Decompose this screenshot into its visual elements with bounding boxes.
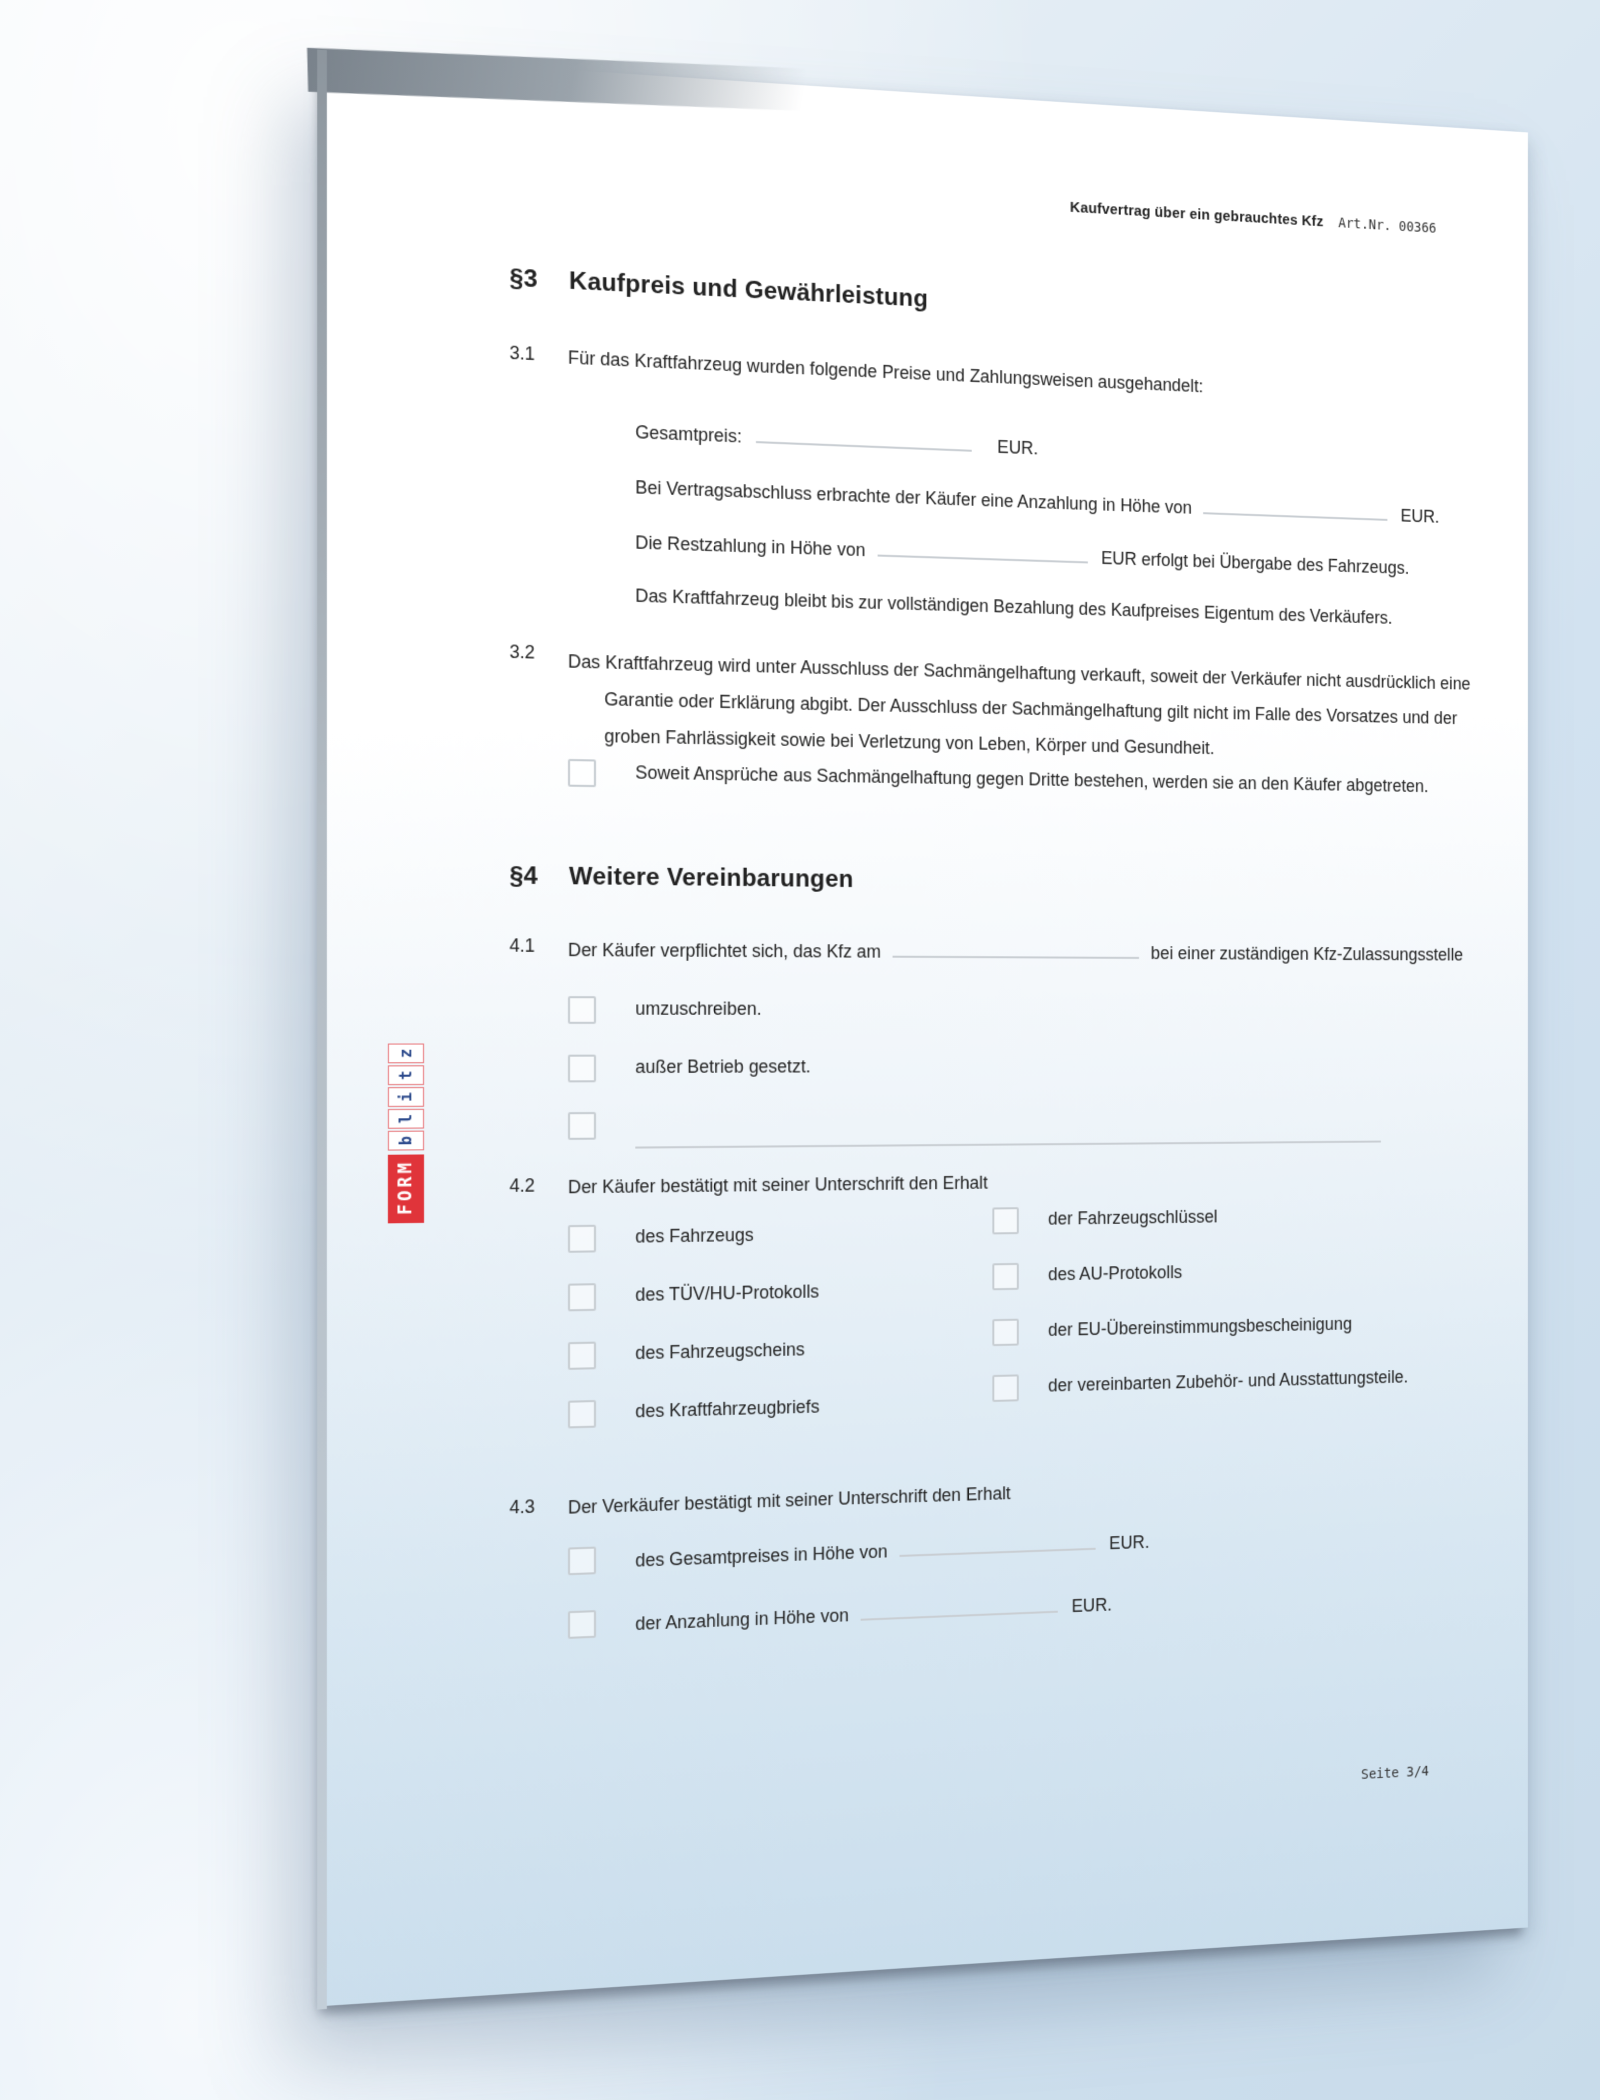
clause-4-2-text: Der Käufer bestätigt mit seiner Unterschrift den Erhalt xyxy=(567,1172,988,1198)
gesamtpreis-row xyxy=(635,418,1038,462)
umschreiben-label: umzuschreiben. xyxy=(635,998,762,1019)
clause-3-1-number: 3.1 xyxy=(509,342,535,365)
sachmaengel-checkbox-label: Soweit Ansprüche aus Sachmängelhaftung gegen Dritte bestehen, werden sie an den Käufer abgetreten. xyxy=(635,762,1429,796)
logo-letter-b: b xyxy=(388,1131,424,1151)
logo-letter-l: l xyxy=(388,1109,424,1129)
custom-option-row xyxy=(568,1109,1381,1149)
gesamtpreis-erhalt-line[interactable] xyxy=(900,1530,1096,1557)
anzahlung-erhalt-label: der Anzahlung in Höhe von xyxy=(635,1605,849,1635)
fahrzeugschein-checkbox[interactable] xyxy=(568,1342,596,1370)
eu-bescheinigung-label: der EU-Übereinstimmungsbescheinigung xyxy=(1048,1313,1353,1340)
fahrzeugschluessel-option-row xyxy=(992,1206,1217,1235)
section-4-number: §4 xyxy=(509,861,538,891)
anzahlung-erhalt-checkbox[interactable] xyxy=(568,1610,596,1639)
section-4-title: Weitere Vereinbarungen xyxy=(569,862,854,894)
au-protokoll-label: des AU-Protokolls xyxy=(1048,1262,1183,1285)
anzahlung-erhalt-content xyxy=(635,1591,1112,1637)
au-protokoll-checkbox[interactable] xyxy=(992,1263,1018,1290)
clause-4-1-suffix: bei einer zuständigen Kfz-Zulassungsstelle xyxy=(1150,943,1464,965)
fahrzeugschluessel-checkbox[interactable] xyxy=(992,1207,1018,1234)
restzahlung-text: Die Restzahlung in Höhe von xyxy=(635,532,866,561)
tuev-option-row xyxy=(568,1280,819,1311)
document-header xyxy=(1070,200,1436,237)
custom-option-checkbox[interactable] xyxy=(568,1112,596,1140)
fahrzeug-option-row xyxy=(568,1224,754,1253)
gesamtpreis-erhalt-content xyxy=(635,1528,1149,1573)
document-page xyxy=(327,54,1528,2006)
fahrzeug-checkbox[interactable] xyxy=(568,1225,596,1253)
section-3-title: Kaufpreis und Gewährleistung xyxy=(569,267,929,313)
gesamtpreis-erhalt-eur: EUR. xyxy=(1109,1532,1150,1554)
zubehoer-option-row xyxy=(992,1366,1408,1402)
formblitz-logo xyxy=(388,1049,424,1224)
clause-4-2-number: 4.2 xyxy=(509,1175,535,1197)
clause-4-1-prefix: Der Käufer verpflichtet sich, das Kfz am xyxy=(567,940,881,963)
fahrzeugschein-label: des Fahrzeugscheins xyxy=(635,1339,805,1364)
kraftfahrzeugbrief-checkbox[interactable] xyxy=(568,1400,596,1428)
ausser-betrieb-checkbox[interactable] xyxy=(568,1055,596,1083)
document-title: Kaufvertrag über ein gebrauchtes Kfz xyxy=(1069,199,1324,231)
logo-letter-z: z xyxy=(388,1044,424,1064)
anzahlung-row xyxy=(635,473,1439,530)
eu-bescheinigung-checkbox[interactable] xyxy=(992,1319,1018,1346)
formblitz-logo-form: FORM xyxy=(388,1155,424,1224)
section-3-number: §3 xyxy=(509,264,538,294)
tuev-label: des TÜV/HU-Protokolls xyxy=(635,1281,820,1305)
fahrzeugschein-option-row xyxy=(568,1338,805,1370)
anzahlung-text: Bei Vertragsabschluss erbrachte der Käufer eine Anzahlung in Höhe von xyxy=(635,477,1193,519)
anzahlung-input-line[interactable] xyxy=(1203,495,1387,522)
kraftfahrzeugbrief-label: des Kraftfahrzeugbriefs xyxy=(635,1396,820,1422)
clause-4-3-text: Der Verkäufer bestätigt mit seiner Unterschrift den Erhalt xyxy=(567,1483,1011,1518)
clause-4-3-number: 4.3 xyxy=(509,1496,535,1518)
anzahlung-erhalt-eur: EUR. xyxy=(1071,1595,1113,1617)
clause-3-2-text: Das Kraftfahrzeug wird unter Ausschluss der Sachmängelhaftung verkauft, soweit der Verkäufer nicht ausdrücklich eine Garantie oder Erklärung abgibt. Der Ausschluss der Sachmängelhaftung gilt nicht im Falle des Vorsatzes und der groben Fahrlässigkeit sowie bei Verletzung von Leben, Körper und Gesundheit. xyxy=(567,651,1471,759)
tuev-checkbox[interactable] xyxy=(568,1283,596,1311)
kfz-am-date-line[interactable] xyxy=(893,938,1139,960)
clause-3-1-text: Für das Kraftfahrzeug wurden folgende Preise und Zahlungsweisen ausgehandelt: xyxy=(567,347,1204,397)
gesamtpreis-erhalt-row xyxy=(568,1528,1149,1575)
restzahlung-suffix: EUR erfolgt bei Übergabe des Fahrzeugs. xyxy=(1101,548,1410,579)
sachmaengel-checkbox[interactable] xyxy=(568,759,596,787)
anzahlung-erhalt-line[interactable] xyxy=(861,1593,1058,1621)
gesamtpreis-input-line[interactable] xyxy=(756,423,972,452)
eigentum-note: Das Kraftfahrzeug bleibt bis zur vollständigen Bezahlung des Kaufpreises Eigentum des Verkäufers. xyxy=(635,585,1393,628)
clause-4-1-number: 4.1 xyxy=(509,935,535,956)
logo-letter-i: i xyxy=(388,1087,424,1107)
restzahlung-input-line[interactable] xyxy=(877,536,1087,563)
ausser-betrieb-option-row xyxy=(568,1055,811,1082)
umschreiben-checkbox[interactable] xyxy=(568,996,596,1024)
eu-bescheinigung-option-row xyxy=(992,1313,1352,1346)
gesamtpreis-label: Gesamtpreis: xyxy=(635,422,742,447)
fahrzeugschluessel-label: der Fahrzeugschlüssel xyxy=(1048,1206,1218,1229)
anzahlung-erhalt-row xyxy=(568,1591,1112,1639)
umschreiben-option-row xyxy=(568,997,762,1024)
article-number: Art.Nr. 00366 xyxy=(1338,215,1437,237)
kraftfahrzeugbrief-option-row xyxy=(568,1395,820,1428)
gesamtpreis-eur-label: EUR. xyxy=(997,437,1039,459)
zubehoer-label: der vereinbarten Zubehör- und Ausstattungsteile. xyxy=(1048,1366,1409,1396)
restzahlung-row xyxy=(635,528,1409,581)
page-number: Seite 3/4 xyxy=(1361,1763,1430,1783)
zubehoer-checkbox[interactable] xyxy=(992,1374,1018,1402)
logo-letter-t: t xyxy=(388,1065,424,1085)
formblitz-logo-blitz xyxy=(388,1044,424,1153)
section-3-heading xyxy=(509,264,928,314)
gesamtpreis-erhalt-checkbox[interactable] xyxy=(568,1547,596,1576)
ausser-betrieb-label: außer Betrieb gesetzt. xyxy=(635,1056,811,1078)
custom-option-input-line[interactable] xyxy=(635,1124,1381,1148)
au-protokoll-option-row xyxy=(992,1261,1182,1290)
formblitz-logo-inner xyxy=(388,1049,424,1224)
anzahlung-eur-label: EUR. xyxy=(1400,506,1440,528)
fahrzeug-label: des Fahrzeugs xyxy=(635,1224,754,1247)
section-4-heading xyxy=(509,862,853,894)
clause-3-2-number: 3.2 xyxy=(509,641,535,663)
clause-4-1-row xyxy=(568,936,1463,968)
gesamtpreis-erhalt-label: des Gesamtpreises in Höhe von xyxy=(635,1541,888,1572)
